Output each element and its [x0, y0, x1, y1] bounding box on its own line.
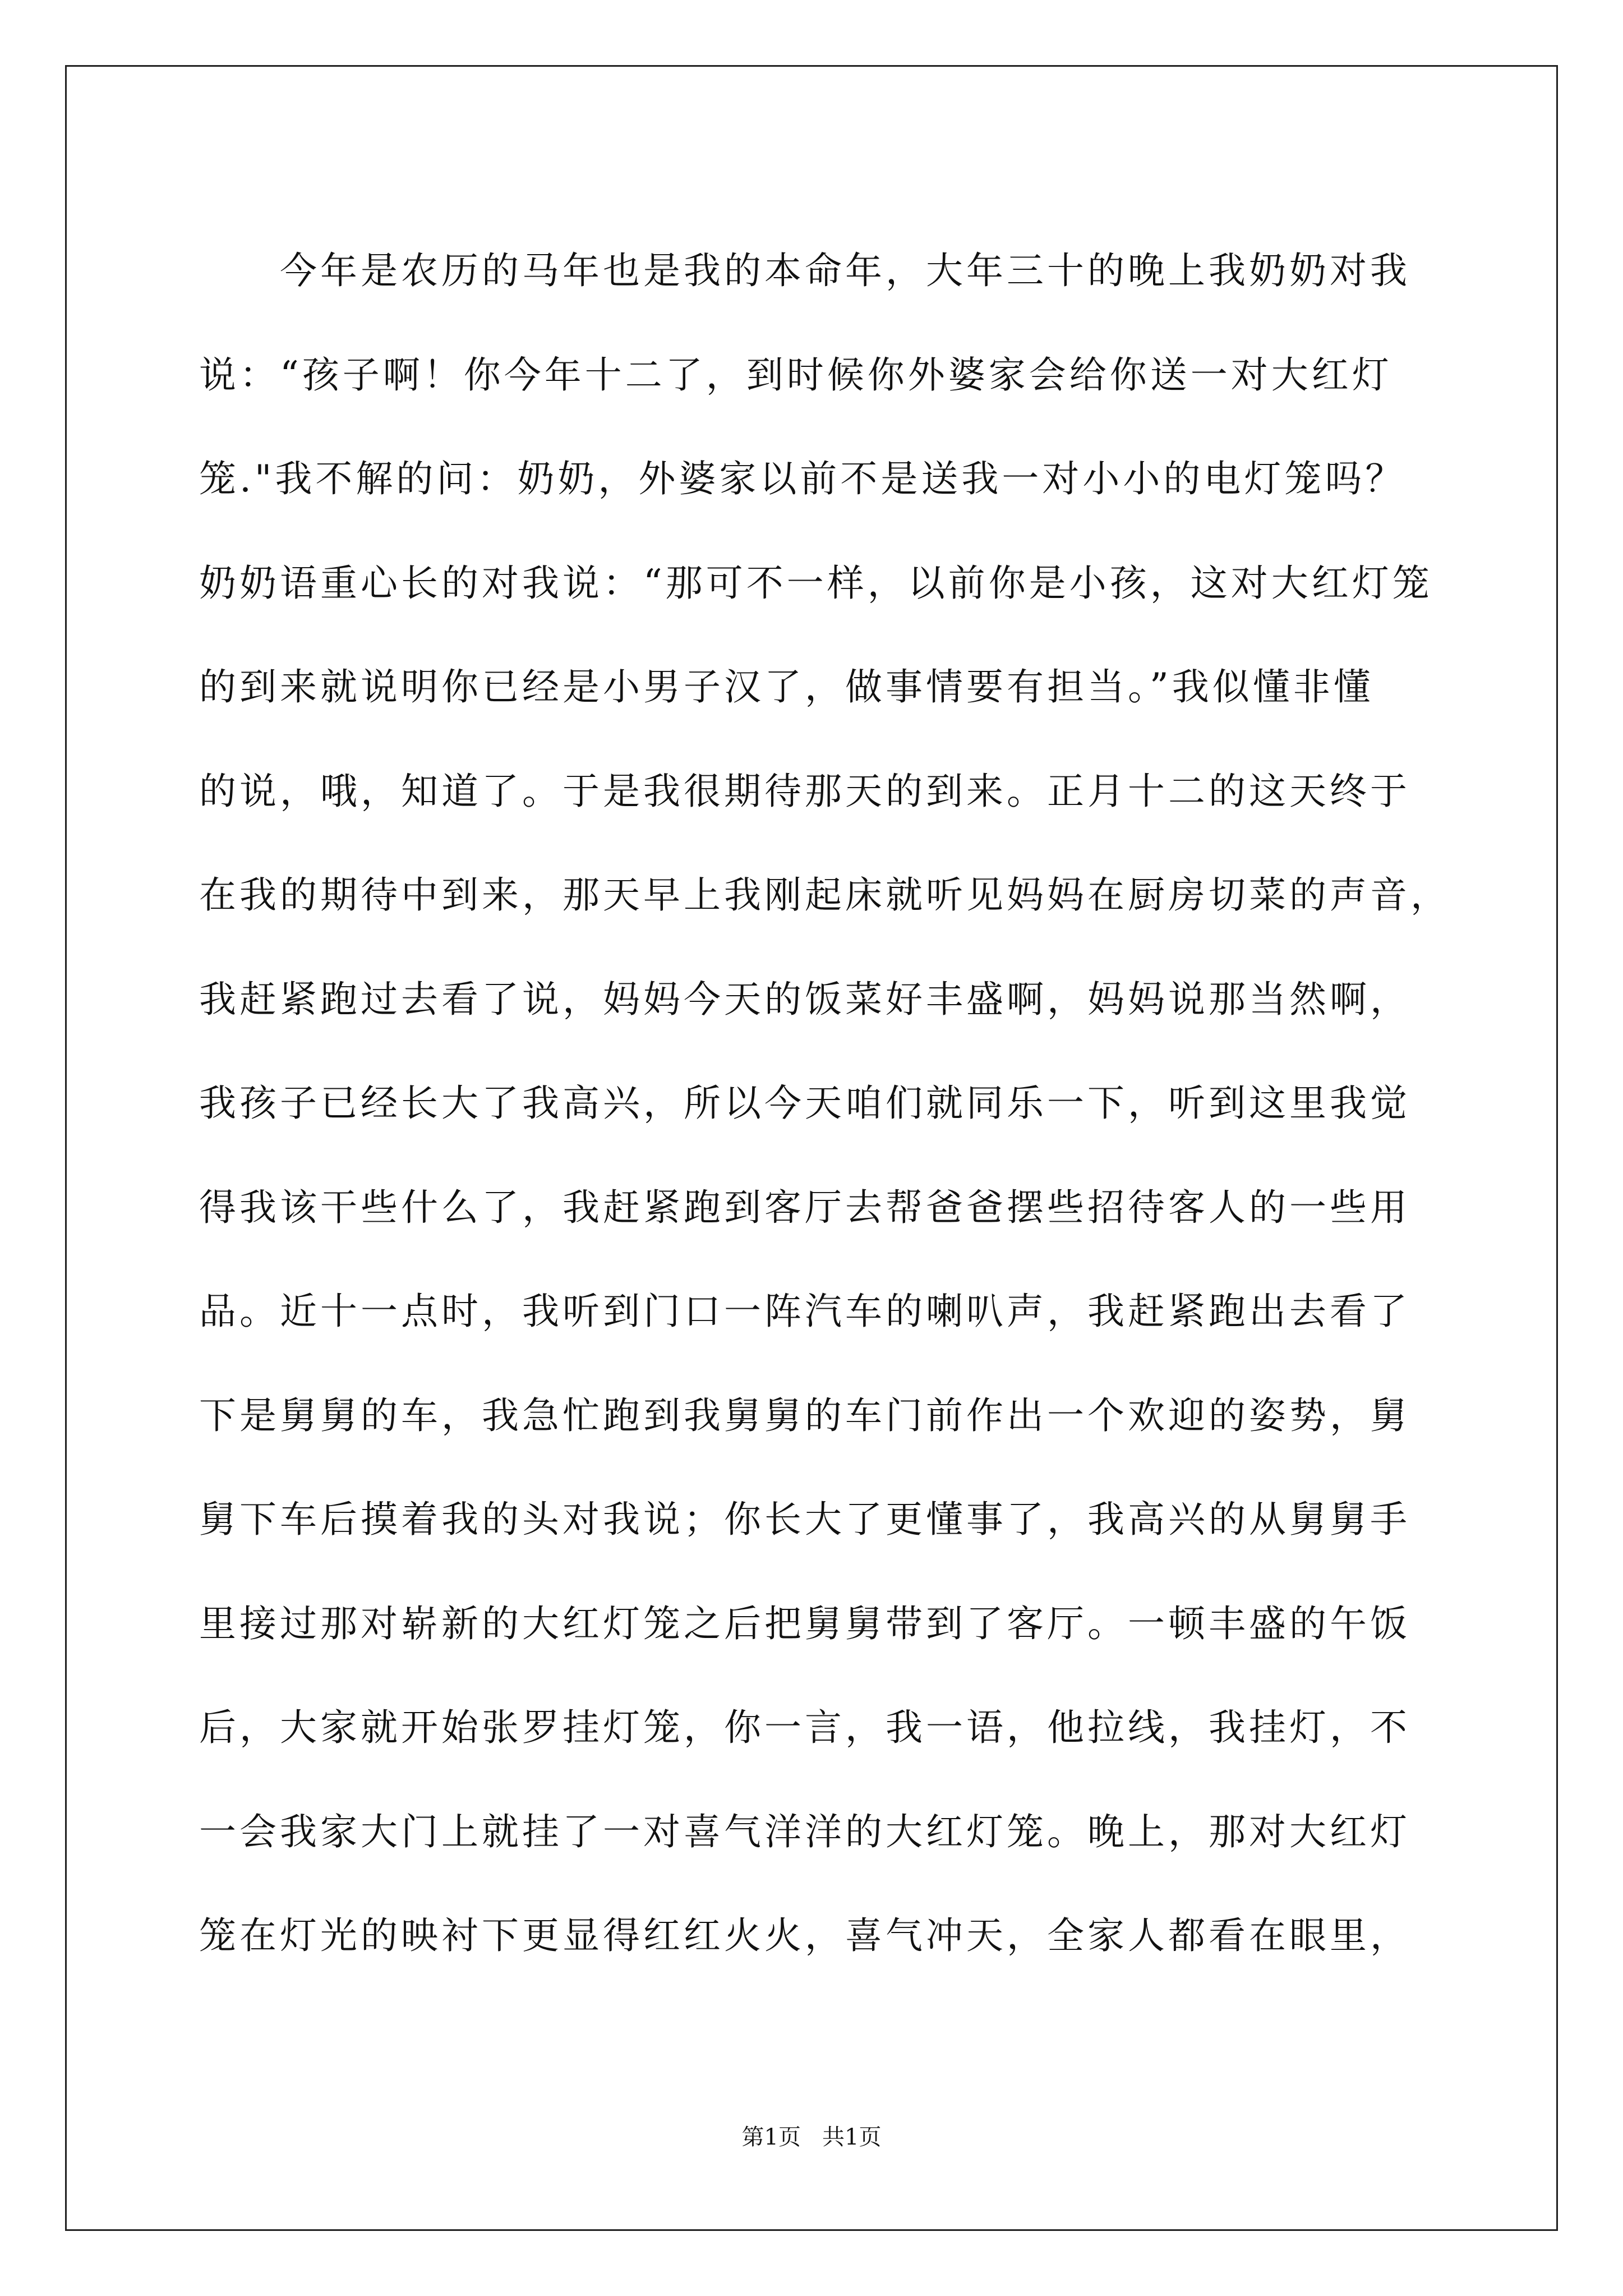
text-line: 一会我家大门上就挂了一对喜气洋洋的大红灯笼。晚上，那对大红灯: [199, 1810, 1410, 1853]
text-line: 说：“孩子啊！你今年十二了，到时候你外婆家会给你送一对大红灯: [199, 353, 1393, 397]
text-line: 的到来就说明你已经是小男子汉了，做事情要有担当。”我似懂非懂: [199, 665, 1374, 708]
text-line: 舅下车后摸着我的头对我说；你长大了更懂事了，我高兴的从舅舅手: [199, 1498, 1410, 1541]
page-number-current: 第1页: [741, 2124, 801, 2150]
text-line: 品。近十一点时，我听到门口一阵汽车的喇叭声，我赶紧跑出去看了: [199, 1290, 1410, 1333]
page-footer: [0, 2120, 1623, 2154]
text-line: 笼."我不解的问：奶奶，外婆家以前不是送我一对小小的电灯笼吗？: [199, 457, 1406, 500]
text-line: 我孩子已经长大了我高兴，所以今天咱们就同乐一下，听到这里我觉: [199, 1082, 1410, 1125]
text-line: 得我该干些什么了，我赶紧跑到客厅去帮爸爸摆些招待客人的一些用: [199, 1185, 1410, 1229]
text-line: 我赶紧跑过去看了说，妈妈今天的饭菜好丰盛啊，妈妈说那当然啊，: [199, 977, 1410, 1021]
page-number-total: 共1页: [822, 2124, 882, 2150]
text-line: 今年是农历的马年也是我的本命年，大年三十的晚上我奶奶对我: [199, 249, 1410, 292]
text-line: 在我的期待中到来，那天早上我刚起床就听见妈妈在厨房切菜的声音，: [199, 873, 1451, 917]
text-line: 奶奶语重心长的对我说：“那可不一样，以前你是小孩，这对大红灯笼: [199, 561, 1433, 605]
text-line: 后，大家就开始张罗挂灯笼，你一言，我一语，他拉线，我挂灯，不: [199, 1706, 1410, 1749]
body-text: [199, 219, 1467, 1988]
text-line: 笼在灯光的映衬下更显得红红火火，喜气冲天，全家人都看在眼里，: [199, 1914, 1410, 1957]
text-line: 里接过那对崭新的大红灯笼之后把舅舅带到了客厅。一顿丰盛的午饭: [199, 1602, 1410, 1645]
text-line: 下是舅舅的车，我急忙跑到我舅舅的车门前作出一个欢迎的姿势，舅: [199, 1393, 1410, 1437]
text-line: 的说，哦，知道了。于是我很期待那天的到来。正月十二的这天终于: [199, 769, 1410, 813]
